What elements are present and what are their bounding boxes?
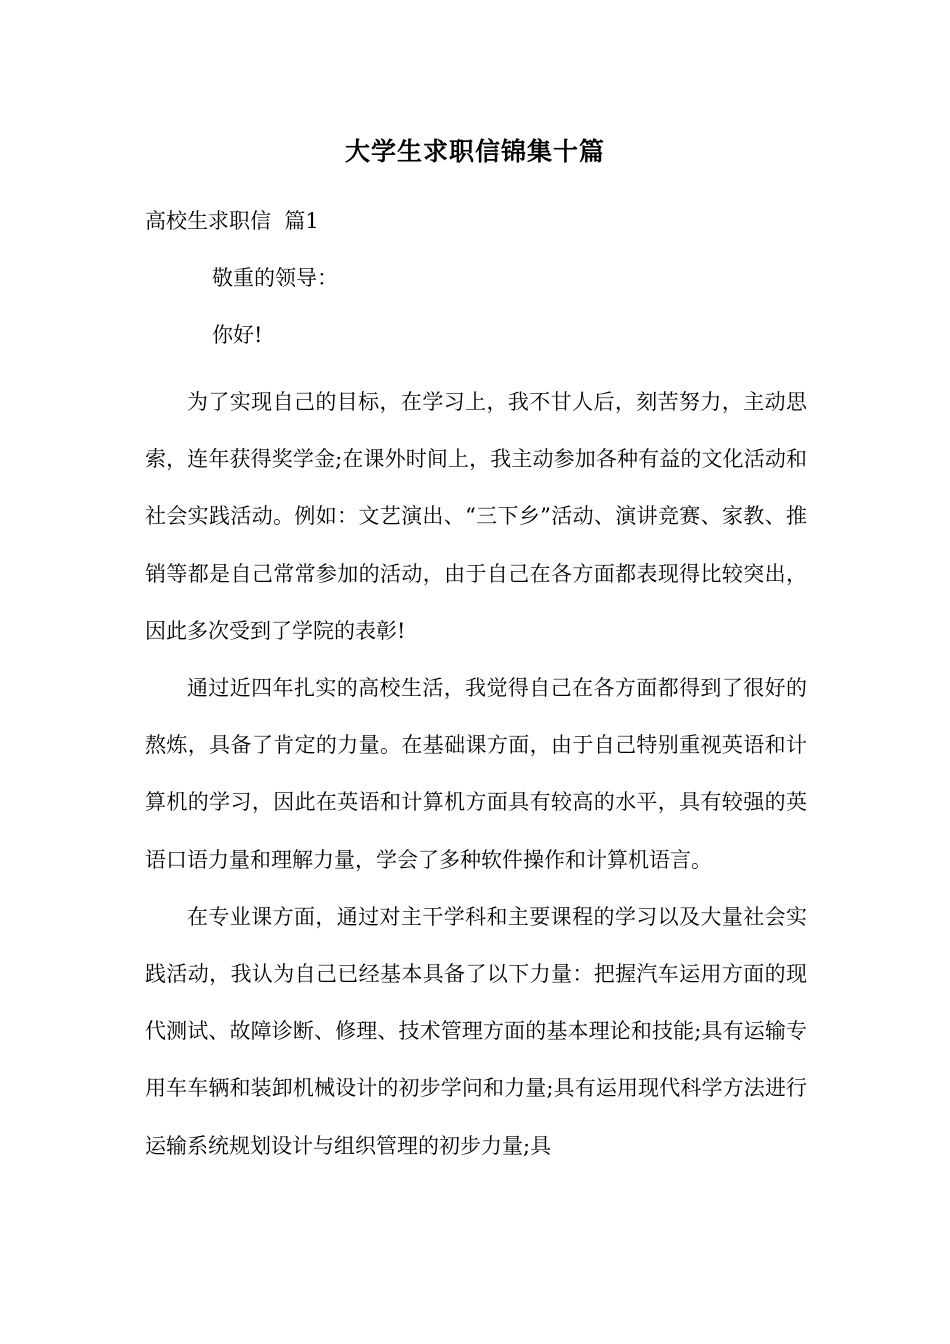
section-heading: 高校生求职信 篇1: [145, 209, 319, 233]
letter-body: [145, 374, 807, 1175]
document-title: 大学生求职信锦集十篇: [344, 137, 605, 166]
paragraph: 通过近四年扎实的高校生活，我觉得自己在各方面都得到了很好的熬炼，具备了肯定的力量。在基础课方面，由于自己特别重视英语和计算机的学习，因此在英语和计算机方面具有较高的水平，具有较强的英语口语力量和理解力量，学会了多种软件操作和计算机语言。: [145, 676, 807, 872]
paragraph: 为了实现自己的目标，在学习上，我不甘人后，刻苦努力，主动思索，连年获得奖学金;在课外时间上，我主动参加各种有益的文化活动和社会实践活动。例如：文艺演出、“三下乡”活动、演讲竞赛、家教、推销等都是自己常常参加的活动，由于自己在各方面都表现得比较突出，因此多次受到了学院的表彰!: [145, 390, 807, 643]
paragraph: 在专业课方面，通过对主干学科和主要课程的学习以及大量社会实践活动，我认为自己已经基本具备了以下力量：把握汽车运用方面的现代测试、故障诊断、修理、技术管理方面的基本理论和技能;具有运输专用车车辆和装卸机械设计的初步学问和力量;具有运用现代科学方法进行运输系统规划设计与组织管理的初步力量;具: [145, 904, 807, 1158]
salutation: 敬重的领导：: [212, 266, 338, 290]
greeting: 你好!: [212, 323, 263, 347]
